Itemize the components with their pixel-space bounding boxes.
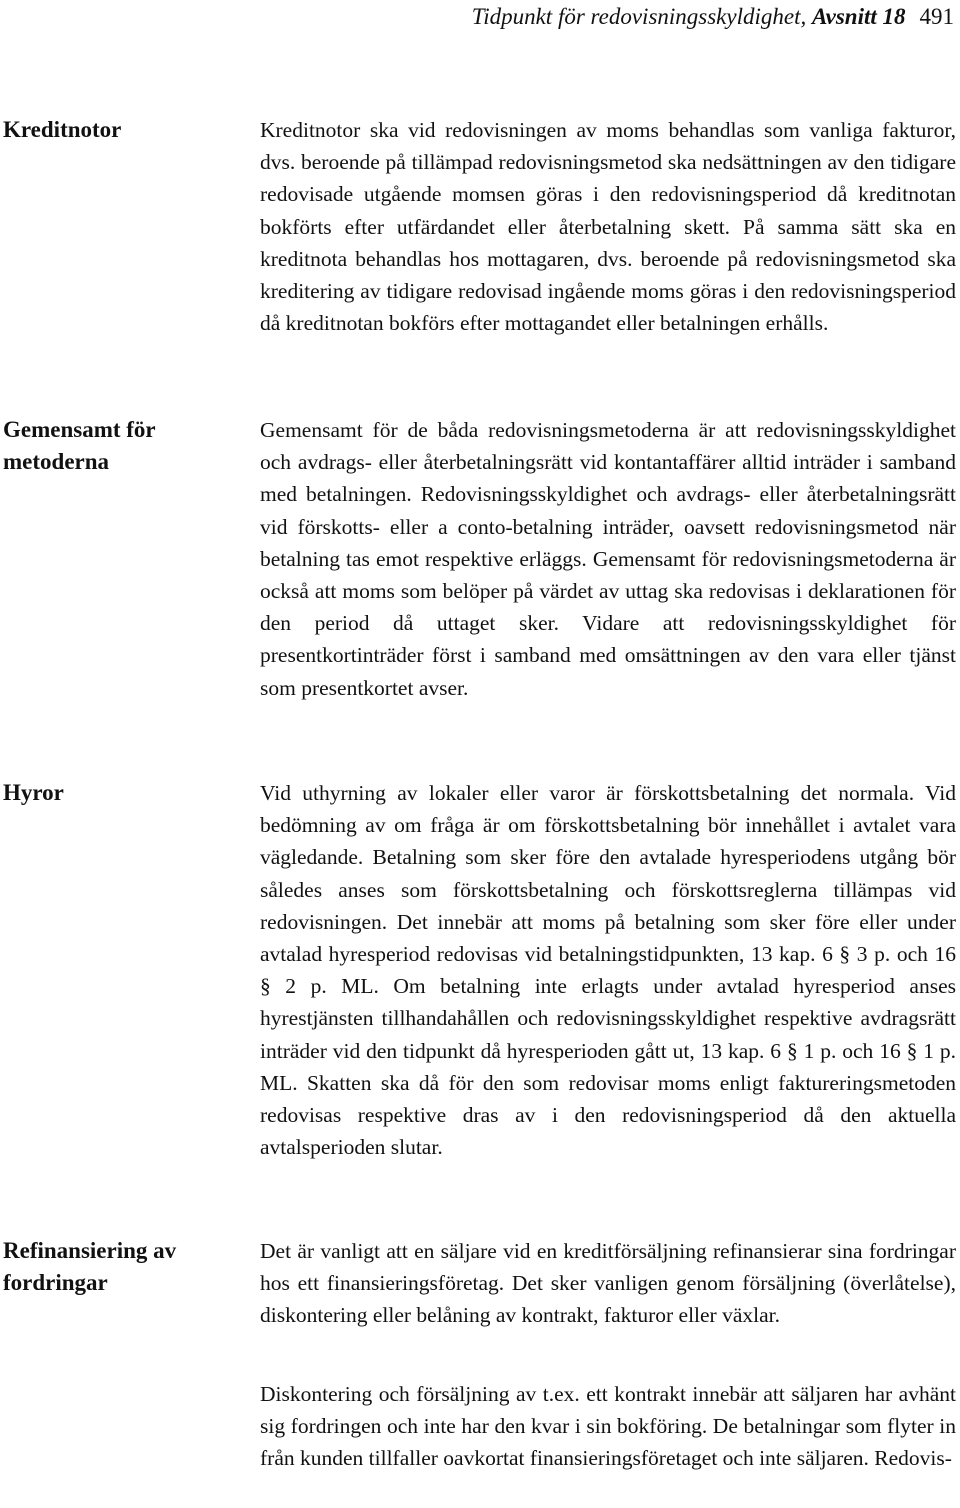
section-label: Avsnitt 18 [811,4,906,29]
side-heading: Gemensamt för metoderna [3,417,156,474]
paragraph: Det är vanligt att en säljare vid en kreditförsäljning refinansierar sina fordringar hos ett finansieringsföretag. Det sker vanligen genom försäljning (överlåtelse), diskontering eller belåning av kontrakt, fakturor eller växlar. [260,1239,956,1328]
side-heading: Kreditnotor [3,117,122,142]
paragraph: Vid uthyrning av lokaler eller varor är förskottsbetalning det normala. Vid bedömning av om fråga är om förskottsbetalning bör innehållet i avtalet vara vägledande. Betalning som sker före den avtalade hyresperiodens utgång bör således anses som förskottsbetalning och förskottsreglerna tillämpas vid redovisningen. Det innebär att moms på betalning som sker före eller under avtalad hyresperiod redovisas vid betalningstidpunkten, 13 kap. 6 § 3 p. och 16 § 2 p. ML. Om betalning inte erlagts under avtalad hyresperiod anses hyrestjänsten tillhandahållen och redovisningsskyldighet respektive avdragsrätt inträder vid den tidpunkt då hyresperioden gått ut, 13 kap. 6 § 1 p. och 16 § 1 p. ML. Skatten ska då för den som redovisar moms enligt faktureringsmetoden redovisas respektive dras av i den redovisningsperiod då den aktuella avtalsperioden slutar. [260,781,956,1160]
page-number: 491 [919,4,954,29]
side-heading: Hyror [3,780,64,805]
paragraph: Gemensamt för de båda redovisningsmetoderna är att redovisningsskyldighet och avdrags- eller återbetalningsrätt vid kontantaffärer alltid inträder i samband med betalningen. Redovisningsskyldighet och avdrags- eller återbetalningsrätt vid förskotts- eller a conto-betalning inträder, oavsett redovisningsmetod när betalning tas emot respektive erläggs. Gemensamt för redovisningsmetoderna är också att moms som belöper på värdet av uttag ska redovisas i deklarationen för den period då uttaget sker. Vidare att redovisningsskyldighet för presentkortinträder först i samband med omsättningen av den vara eller tjänst som presentkortet avser. [260,418,956,700]
section-body [260,1378,956,1475]
section-body [260,114,956,339]
paragraph: Diskontering och försäljning av t.ex. ett kontrakt innebär att säljaren har avhänt sig fordringen och inte har den kvar i sin bokföring. De betalningar som flyter in från kunden tillfaller oavkortat finansieringsföretaget och inte säljaren. Redovis- [260,1382,956,1471]
section-body [260,1235,956,1332]
running-header [472,2,954,32]
section-body [260,414,956,704]
paragraph: Kreditnotor ska vid redovisningen av moms behandlas som vanliga fakturor, dvs. beroende på tillämpad redovisningsmetod ska nedsättningen av den tidigare redovisade utgående momsen göras i den redovisningsperiod då kreditnotan bokförts efter utfärdandet eller återbetalning skett. På samma sätt ska en kreditnota behandlas hos mottagaren, dvs. beroende på redovisningsmetod ska kreditering av tidigare redovisad ingående moms göras i den redovisningsperiod då kreditnotan bokförs efter mottagandet eller betalningen erhålls. [260,118,956,336]
section-body [260,777,956,1163]
running-title: Tidpunkt för redovisningsskyldighet, [471,4,807,29]
side-heading: Refinansiering av fordringar [3,1238,177,1295]
